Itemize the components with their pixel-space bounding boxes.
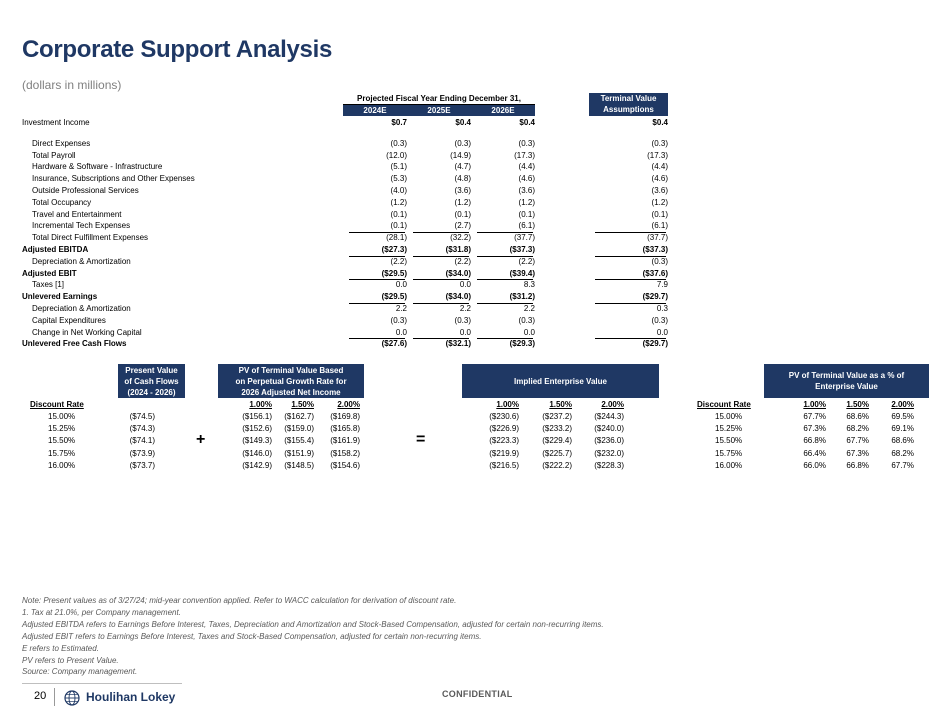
- row-value: ($27.6): [381, 339, 407, 349]
- discount-rate-label-left: Discount Rate: [30, 400, 84, 409]
- page-subtitle: (dollars in millions): [22, 78, 122, 92]
- sensitivity-cell: ($225.7): [542, 448, 572, 458]
- table-row: [22, 256, 682, 268]
- pv-cash-flows-header: [118, 364, 185, 398]
- sensitivity-cell: 67.3%: [803, 424, 826, 434]
- row-value: ($34.0): [445, 268, 471, 278]
- note-line: Adjusted EBITDA refers to Earnings Before Interest, Taxes, Depreciation and Amortization and Stock-Based Compensation, adjusted for certain non-recurring items.: [22, 619, 604, 629]
- sensitivity-cell: ($73.9): [129, 448, 155, 458]
- row-value: ($27.3): [381, 245, 407, 254]
- row-value: 7.9: [656, 280, 668, 290]
- subtotal-rule: [413, 338, 469, 339]
- subtotal-rule: [477, 303, 533, 304]
- growth-rate-3-pvtv: 2.00%: [337, 400, 360, 409]
- sensitivity-cell: ($223.3): [489, 436, 519, 446]
- row-value: (37.7): [514, 233, 535, 243]
- row-value: (0.1): [454, 209, 471, 219]
- sensitivity-cell: ($148.5): [284, 460, 314, 470]
- sensitivity-cell: ($216.5): [489, 460, 519, 470]
- sensitivity-cell: ($74.5): [129, 412, 155, 421]
- pct-line2: Enterprise Value: [815, 382, 878, 391]
- sensitivity-cell: 66.4%: [803, 448, 826, 458]
- row-value: (2.2): [390, 256, 407, 266]
- subtotal-rule: [349, 256, 405, 257]
- row-value: ($29.7): [642, 339, 668, 349]
- sensitivity-cell: ($155.4): [284, 436, 314, 446]
- row-label: Taxes [1]: [32, 280, 65, 290]
- pv-tv-line3: 2026 Adjusted Net Income: [241, 387, 341, 397]
- row-value: $0.4: [519, 118, 535, 127]
- table-row: [22, 197, 682, 209]
- row-value: (3.6): [518, 186, 535, 195]
- sensitivity-cell: ($226.9): [489, 424, 519, 434]
- row-label: Total Occupancy: [32, 197, 92, 207]
- row-value: 2.2: [523, 304, 535, 313]
- row-value: (0.3): [651, 138, 668, 148]
- note-line: Source: Company management.: [22, 667, 138, 677]
- row-value: (1.2): [518, 197, 535, 207]
- row-value: 0.3: [656, 304, 668, 313]
- sensitivity-cell: 68.6%: [846, 412, 869, 421]
- row-value: (6.1): [651, 221, 668, 231]
- row-value: (0.3): [651, 315, 668, 325]
- subtotal-rule: [349, 232, 405, 233]
- sensitivity-row: [0, 411, 950, 423]
- confidential-label: CONFIDENTIAL: [442, 689, 513, 699]
- discount-rate-label-right: Discount Rate: [697, 400, 751, 409]
- subtotal-rule: [477, 279, 533, 280]
- row-label: Unlevered Earnings: [22, 292, 98, 302]
- row-value: 2.2: [459, 304, 471, 313]
- row-value: (12.0): [386, 150, 407, 160]
- sensitivity-cell: ($146.0): [242, 448, 272, 458]
- row-value: (3.6): [651, 186, 668, 195]
- sensitivity-row: [0, 423, 950, 435]
- footer-separator: [54, 688, 55, 706]
- note-line: E refers to Estimated.: [22, 643, 99, 653]
- note-line: Note: Present values as of 3/27/24; mid-year convention applied. Refer to WACC calculation for derivation of discount rate.: [22, 596, 457, 605]
- pct-line1: PV of Terminal Value as a % of: [788, 371, 905, 380]
- row-value: 2.2: [395, 304, 407, 313]
- row-value: (5.1): [390, 162, 407, 172]
- sensitivity-cell: 69.5%: [891, 412, 914, 421]
- table-row: [22, 185, 682, 197]
- growth-rate-1-iev: 1.00%: [496, 400, 519, 409]
- row-value: (1.2): [651, 197, 668, 207]
- row-value: ($39.4): [509, 268, 535, 278]
- sensitivity-cell: ($74.3): [129, 424, 155, 434]
- pv-cf-line3: (2024 - 2026): [127, 387, 176, 397]
- table-row: [22, 220, 682, 232]
- subtotal-rule: [349, 338, 405, 339]
- row-label: Total Direct Fulfillment Expenses: [32, 233, 149, 243]
- pv-cf-line1: Present Value: [125, 365, 178, 375]
- subtotal-rule: [413, 279, 469, 280]
- table-row: [22, 303, 682, 315]
- row-value: (0.1): [518, 209, 535, 219]
- sensitivity-row: [0, 435, 950, 447]
- row-label: Total Payroll: [32, 150, 76, 160]
- footer-divider: [22, 683, 182, 684]
- row-value: 0.0: [395, 327, 407, 337]
- subtotal-rule: [349, 303, 405, 304]
- page-title: Corporate Support Analysis: [22, 36, 333, 63]
- row-label: Adjusted EBITDA: [22, 245, 89, 254]
- sensitivity-cell: ($162.7): [284, 412, 314, 421]
- sensitivity-cell: 68.2%: [891, 448, 914, 458]
- sensitivity-cell: ($151.9): [284, 448, 314, 458]
- tv-header-line1: Terminal Value: [600, 94, 657, 103]
- row-value: (0.3): [454, 138, 471, 148]
- sensitivity-cell: 66.0%: [803, 460, 826, 470]
- row-value: ($37.3): [642, 245, 668, 254]
- year-header-2024: 2024E: [343, 105, 407, 116]
- page-number: 20: [34, 690, 47, 702]
- growth-rate-2-pct: 1.50%: [846, 400, 869, 409]
- table-row: [22, 232, 682, 244]
- row-label: Depreciation & Amortization: [32, 304, 131, 313]
- row-value: (6.1): [518, 221, 535, 231]
- sensitivity-cell: ($228.3): [594, 460, 624, 470]
- sensitivity-cell: ($156.1): [242, 412, 272, 421]
- pv-tv-line2: on Perpetual Growth Rate for: [235, 376, 347, 386]
- table-row: [22, 338, 682, 350]
- row-value: $0.4: [455, 118, 471, 127]
- plus-operator: +: [196, 431, 206, 448]
- table-row: [22, 150, 682, 162]
- row-value: (1.2): [390, 197, 407, 207]
- row-label: Direct Expenses: [32, 138, 91, 148]
- sensitivity-cell: ($236.0): [594, 436, 624, 446]
- row-value: (0.3): [518, 315, 535, 325]
- row-value: (14.9): [450, 150, 471, 160]
- table-row: [22, 138, 682, 150]
- growth-rate-3-iev: 2.00%: [601, 400, 624, 409]
- row-label: Outside Professional Services: [32, 186, 139, 195]
- sensitivity-cell: 15.75%: [715, 448, 743, 458]
- row-value: ($34.0): [445, 292, 471, 302]
- sensitivity-row: [0, 448, 950, 460]
- sensitivity-cell: 67.3%: [846, 448, 869, 458]
- row-value: (4.6): [651, 174, 668, 184]
- row-value: ($29.3): [509, 339, 535, 349]
- subtotal-rule: [413, 256, 469, 257]
- row-value: ($31.8): [445, 245, 471, 254]
- sensitivity-cell: ($237.2): [542, 412, 572, 421]
- sensitivity-cell: 67.7%: [891, 460, 914, 470]
- growth-rate-2-iev: 1.50%: [549, 400, 572, 409]
- sensitivity-cell: 16.00%: [48, 460, 76, 470]
- sensitivity-cell: ($229.4): [542, 436, 572, 446]
- row-label: Change in Net Working Capital: [32, 327, 142, 337]
- row-label: Insurance, Subscriptions and Other Expenses: [32, 174, 195, 184]
- row-value: (0.1): [651, 209, 668, 219]
- subtotal-rule: [595, 338, 666, 339]
- growth-rate-3-pct: 2.00%: [891, 400, 914, 409]
- sensitivity-cell: 68.2%: [846, 424, 869, 434]
- sensitivity-row: [0, 460, 950, 472]
- row-value: (0.3): [454, 315, 471, 325]
- sensitivity-cell: ($154.6): [330, 460, 360, 470]
- row-label: Unlevered Free Cash Flows: [22, 339, 127, 349]
- row-label: Travel and Entertainment: [32, 209, 122, 219]
- sensitivity-cell: ($142.9): [242, 460, 272, 470]
- row-label: Hardware & Software - Infrastructure: [32, 162, 163, 172]
- row-value: 0.0: [395, 280, 407, 290]
- row-value: (37.7): [647, 233, 668, 243]
- row-label: Capital Expenditures: [32, 315, 106, 325]
- company-logo: Houlihan Lokey: [86, 690, 176, 704]
- sensitivity-cell: 15.50%: [715, 436, 743, 446]
- pv-tv-line1: PV of Terminal Value Based: [238, 365, 344, 375]
- row-value: ($29.5): [381, 268, 407, 278]
- sensitivity-column-headers: [0, 399, 950, 411]
- table-row: [22, 279, 682, 291]
- sensitivity-cell: 15.50%: [48, 436, 76, 446]
- row-value: (28.1): [386, 233, 407, 243]
- subtotal-rule: [349, 279, 405, 280]
- row-value: 0.0: [656, 327, 668, 337]
- sensitivity-cell: ($233.2): [542, 424, 572, 434]
- row-value: (4.7): [454, 162, 471, 172]
- table-row: [22, 117, 682, 129]
- pv-cf-line2: of Cash Flows: [124, 376, 179, 386]
- sensitivity-cell: 68.6%: [891, 436, 914, 446]
- row-value: (4.0): [390, 186, 407, 195]
- row-label: Adjusted EBIT: [22, 268, 77, 278]
- terminal-value-header: [589, 93, 668, 116]
- table-row: [22, 315, 682, 327]
- row-value: 0.0: [459, 280, 471, 290]
- row-value: (32.2): [450, 233, 471, 243]
- subtotal-rule: [595, 256, 666, 257]
- sensitivity-cell: ($230.6): [489, 412, 519, 421]
- table-row: [22, 291, 682, 303]
- row-value: (0.1): [390, 209, 407, 219]
- row-label: Investment Income: [22, 118, 90, 127]
- row-value: (0.3): [390, 138, 407, 148]
- row-value: (17.3): [647, 150, 668, 160]
- row-value: (2.7): [454, 221, 471, 231]
- note-line: PV refers to Present Value.: [22, 655, 119, 665]
- sensitivity-cell: 15.25%: [715, 424, 743, 434]
- period-header: Projected Fiscal Year Ending December 31,: [343, 94, 535, 105]
- sensitivity-cell: ($152.6): [242, 424, 272, 434]
- table-row: [22, 161, 682, 173]
- sensitivity-cell: 67.7%: [846, 436, 869, 446]
- row-value: (4.6): [518, 174, 535, 184]
- tv-header-line2: Assumptions: [603, 105, 654, 114]
- growth-rate-2-pvtv: 1.50%: [291, 400, 314, 409]
- row-value: (3.6): [454, 186, 471, 195]
- sensitivity-cell: ($149.3): [242, 436, 272, 446]
- subtotal-rule: [595, 232, 666, 233]
- sensitivity-cell: 66.8%: [803, 436, 826, 446]
- sensitivity-cell: 15.25%: [48, 424, 76, 434]
- row-value: (0.3): [390, 315, 407, 325]
- row-value: $0.7: [391, 118, 407, 127]
- sensitivity-cell: ($161.9): [330, 436, 360, 446]
- sensitivity-cell: ($165.8): [330, 424, 360, 434]
- row-label: Incremental Tech Expenses: [32, 221, 131, 231]
- pv-terminal-value-header: [218, 364, 364, 398]
- table-row: [22, 244, 682, 256]
- table-row: [22, 173, 682, 185]
- pv-tv-pct-header: [764, 364, 929, 398]
- growth-rate-1-pvtv: 1.00%: [249, 400, 272, 409]
- year-header-2025: 2025E: [407, 105, 471, 116]
- sensitivity-cell: ($158.2): [330, 448, 360, 458]
- sensitivity-cell: ($169.8): [330, 412, 360, 421]
- subtotal-rule: [413, 303, 469, 304]
- sensitivity-cell: ($244.3): [594, 412, 624, 421]
- row-label: Depreciation & Amortization: [32, 256, 131, 266]
- subtotal-rule: [595, 303, 666, 304]
- row-value: (5.3): [390, 174, 407, 184]
- implied-ev-header: Implied Enterprise Value: [462, 364, 659, 398]
- sensitivity-cell: 16.00%: [715, 460, 743, 470]
- subtotal-rule: [477, 338, 533, 339]
- row-value: ($29.5): [381, 292, 407, 302]
- sensitivity-cell: ($222.2): [542, 460, 572, 470]
- sensitivity-cell: 69.1%: [891, 424, 914, 434]
- sensitivity-cell: 15.75%: [48, 448, 76, 458]
- row-value: ($31.2): [509, 292, 535, 302]
- table-row: [22, 268, 682, 280]
- row-value: (0.3): [651, 256, 668, 266]
- subtotal-rule: [413, 232, 469, 233]
- sensitivity-cell: ($219.9): [489, 448, 519, 458]
- row-value: 8.3: [523, 280, 535, 290]
- year-header-2026: 2026E: [471, 105, 535, 116]
- row-value: ($32.1): [445, 339, 471, 349]
- subtotal-rule: [477, 256, 533, 257]
- row-value: (17.3): [514, 150, 535, 160]
- note-line: Adjusted EBIT refers to Earnings Before Interest, Taxes and Stock-Based Compensation, adjusted for certain non-recurring items.: [22, 631, 482, 641]
- note-line: 1. Tax at 21.0%, per Company management.: [22, 607, 181, 617]
- equals-operator: =: [416, 431, 426, 448]
- sensitivity-cell: 66.8%: [846, 460, 869, 470]
- sensitivity-cell: ($159.0): [284, 424, 314, 434]
- row-value: (1.2): [454, 197, 471, 207]
- globe-logo-icon: [64, 690, 80, 706]
- row-value: (2.2): [454, 256, 471, 266]
- sensitivity-cell: 15.00%: [48, 412, 76, 421]
- row-value: ($29.7): [642, 292, 668, 302]
- table-row: [22, 209, 682, 221]
- row-value: (0.3): [518, 138, 535, 148]
- sensitivity-cell: ($73.7): [129, 460, 155, 470]
- row-value: ($37.3): [509, 245, 535, 254]
- row-value: (4.8): [454, 174, 471, 184]
- footnotes: [22, 595, 604, 678]
- sensitivity-cell: ($232.0): [594, 448, 624, 458]
- sensitivity-cell: ($74.1): [129, 436, 155, 446]
- growth-rate-1-pct: 1.00%: [803, 400, 826, 409]
- subtotal-rule: [595, 279, 666, 280]
- row-value: $0.4: [652, 118, 668, 127]
- row-value: (4.4): [518, 162, 535, 172]
- sensitivity-cell: ($240.0): [594, 424, 624, 434]
- row-value: (0.1): [390, 221, 407, 231]
- row-value: ($37.6): [642, 268, 668, 278]
- sensitivity-cell: 15.00%: [715, 412, 743, 421]
- row-value: 0.0: [459, 327, 471, 337]
- row-value: (2.2): [518, 256, 535, 266]
- row-value: 0.0: [523, 327, 535, 337]
- row-value: (4.4): [651, 162, 668, 172]
- sensitivity-cell: 67.7%: [803, 412, 826, 421]
- table-row: [22, 327, 682, 339]
- subtotal-rule: [477, 232, 533, 233]
